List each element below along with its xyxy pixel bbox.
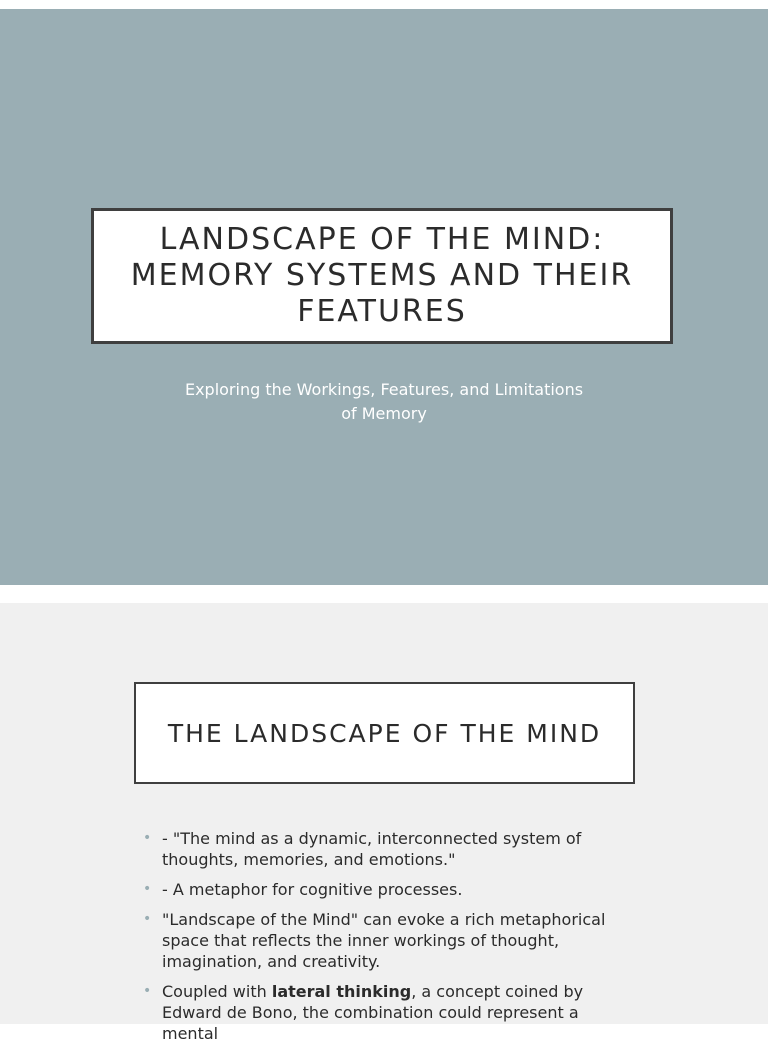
bullet-icon: • — [143, 881, 152, 897]
heading-box — [134, 682, 635, 784]
bullet-text-line: Edward de Bono, the combination could represent a mental — [162, 1003, 579, 1043]
slide-subtitle — [150, 378, 618, 426]
bullet-text-line: space that reflects the inner workings of thought, — [162, 931, 560, 950]
bullet-icon: • — [143, 911, 152, 927]
bullet-item — [143, 981, 623, 1044]
slide-title-line: FEATURES — [297, 294, 467, 329]
bullet-text-line: "Landscape of the Mind" can evoke a rich metaphorical — [162, 910, 606, 929]
slide-title — [131, 222, 633, 330]
bullet-text-line: - A metaphor for cognitive processes. — [162, 880, 463, 899]
slide-title-line: LANDSCAPE OF THE MIND: — [159, 222, 605, 257]
bullet-text-segment: Coupled with — [162, 982, 272, 1001]
bullet-item — [143, 909, 623, 972]
bullet-text-line: thoughts, memories, and emotions." — [162, 850, 456, 869]
bullet-icon: • — [143, 983, 152, 999]
slide-subtitle-line: Exploring the Workings, Features, and Limitations — [184, 380, 584, 399]
bullet-item — [143, 828, 623, 870]
bullet-text-line: imagination, and creativity. — [162, 952, 381, 971]
bullet-list — [143, 828, 623, 1053]
slide-heading: THE LANDSCAPE OF THE MIND — [167, 718, 602, 748]
bullet-text-segment: , a concept coined by — [411, 982, 584, 1001]
title-slide — [0, 9, 768, 585]
slide-subtitle-line: of Memory — [341, 404, 427, 423]
content-slide — [0, 603, 768, 1043]
slide-title-line: MEMORY SYSTEMS AND THEIR — [130, 258, 634, 293]
bullet-bold-term: lateral thinking — [271, 982, 412, 1001]
bullet-icon: • — [143, 830, 152, 846]
title-box — [91, 208, 673, 344]
bullet-text-line: - "The mind as a dynamic, interconnected system of — [162, 829, 582, 848]
bullet-item — [143, 879, 623, 900]
